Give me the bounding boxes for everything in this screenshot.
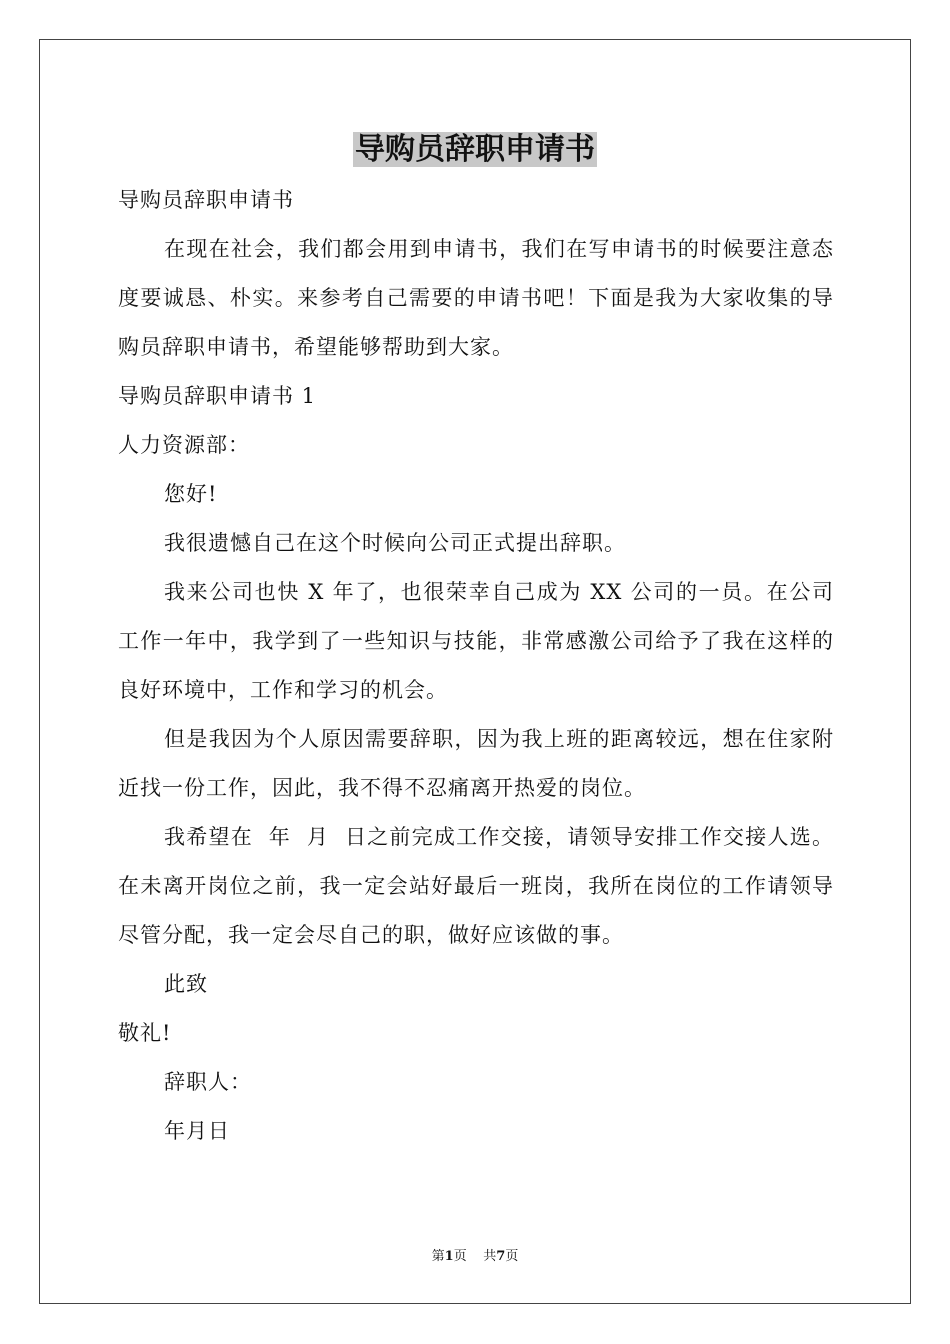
document-body xyxy=(118,176,834,1156)
body-paragraph-4: 我希望在 年 月 日之前完成工作交接，请领导安排工作交接人选。在未离开岗位之前，我一定会站好最后一班岗，我所在岗位的工作请领导尽管分配，我一定会尽自己的职，做好应该做的事。 xyxy=(118,825,834,947)
closing-line-2: 敬礼! xyxy=(118,1021,172,1045)
section-heading: 导购员辞职申请书 1 xyxy=(118,384,317,408)
total-label: 页 xyxy=(505,1249,519,1264)
page-label: 页 xyxy=(453,1249,467,1264)
page-prefix: 第 xyxy=(431,1249,445,1264)
document-title-text: 导购员辞职申请书 xyxy=(355,132,595,167)
closing-line-1: 此致 xyxy=(164,972,208,996)
document-subtitle: 导购员辞职申请书 xyxy=(118,188,294,212)
page-footer xyxy=(0,1247,950,1267)
greeting-line: 您好! xyxy=(164,482,218,506)
intro-paragraph: 在现在社会，我们都会用到申请书，我们在写申请书的时候要注意态度要诚恳、朴实。来参考自己需要的申请书吧！下面是我为大家收集的导购员辞职申请书，希望能够帮助到大家。 xyxy=(118,237,834,359)
date-line: 年月日 xyxy=(164,1119,230,1143)
recipient-line: 人力资源部： xyxy=(118,433,250,457)
body-paragraph-3: 但是我因为个人原因需要辞职，因为我上班的距离较远，想在住家附近找一份工作，因此，我不得不忍痛离开热爱的岗位。 xyxy=(118,727,834,800)
signer-line: 辞职人： xyxy=(164,1070,252,1094)
total-pages: 7 xyxy=(496,1249,506,1264)
document-title xyxy=(0,130,950,170)
body-paragraph-1: 我很遗憾自己在这个时候向公司正式提出辞职。 xyxy=(164,531,626,555)
total-prefix: 共 xyxy=(483,1249,497,1264)
page-number: 1 xyxy=(444,1249,454,1264)
body-paragraph-2: 我来公司也快 X 年了，也很荣幸自己成为 XX 公司的一员。在公司工作一年中，我学到了一些知识与技能，非常感激公司给予了我在这样的良好环境中，工作和学习的机会。 xyxy=(118,580,834,702)
